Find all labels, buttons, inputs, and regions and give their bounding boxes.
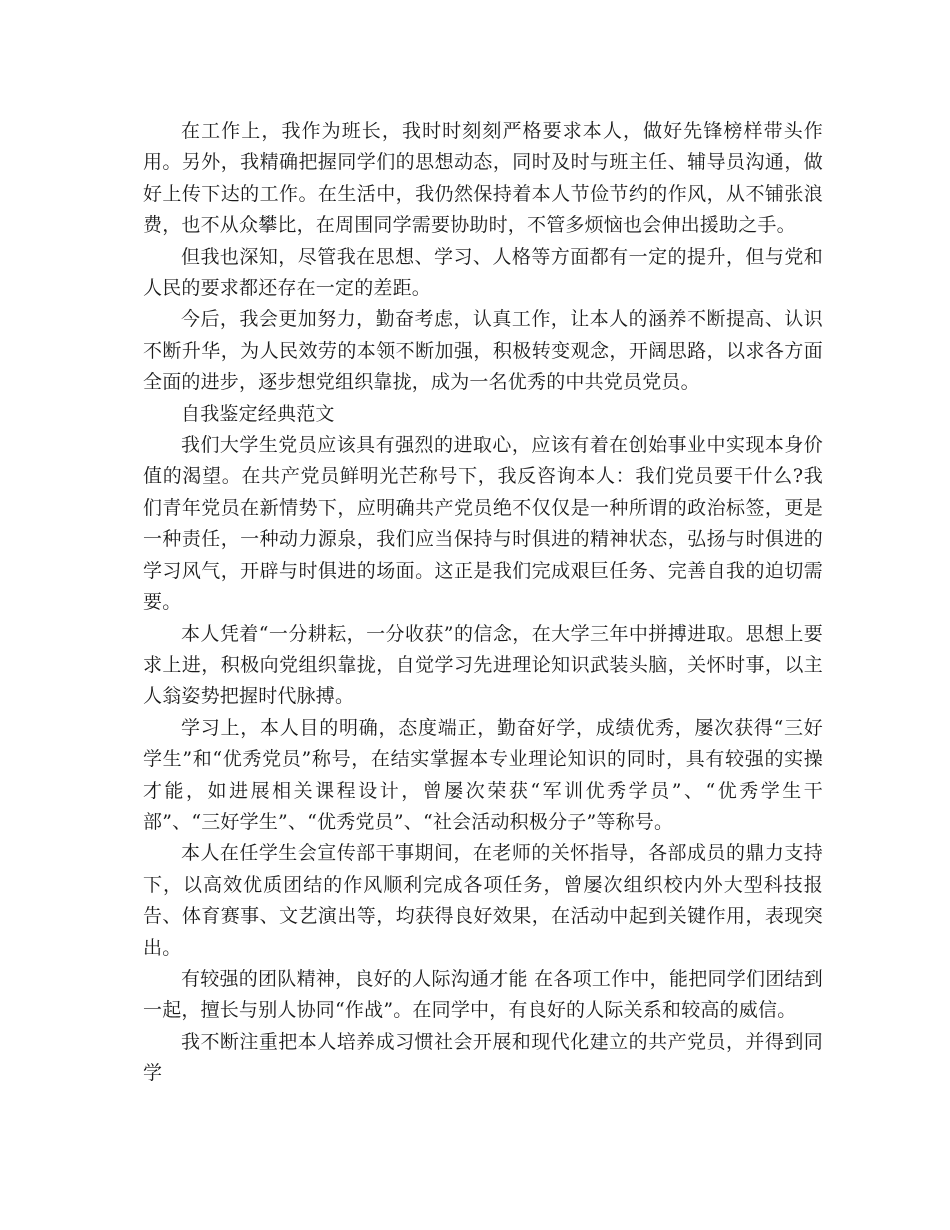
paragraph-teamwork: 有较强的团队精神，良好的人际沟通才能 在各项工作中，能把同学们团结到一起，擅长与别人协同“作战”。在同学中，有良好的人际关系和较高的威信。: [143, 967, 823, 1022]
paragraph-closing: 我不断注重把本人培养成习惯社会开展和现代化建立的共产党员，并得到同学: [143, 1030, 823, 1085]
paragraph-ambition: 我们大学生党员应该具有强烈的进取心，应该有着在创始事业中实现本身价值的渴望。在共产党员鲜明光芒称号下，我反咨询本人：我们党员要干什么?我们青年党员在新情势下，应明确共产党员绝不仅仅是一种所谓的政治标签，更是一种责任，一种动力源泉，我们应当保持与时俱进的精神状态，弘扬与时俱进的学习风气，开辟与时俱进的场面。这正是我们完成艰巨任务、完善自我的迫切需要。: [143, 434, 823, 614]
paragraph-future: 今后，我会更加努力，勤奋考虑，认真工作，让本人的涵养不断提高、认识不断升华，为人民效劳的本领不断加强，积极转变观念，开阔思路，以求各方面全面的进步，逐步想党组织靠拢，成为一名优秀的中共党员党员。: [143, 308, 823, 394]
document-body: [143, 116, 823, 1090]
section-title: 自我鉴定经典范文: [181, 402, 335, 425]
paragraph-belief: 本人凭着“一分耕耘，一分收获”的信念，在大学三年中拼搏进取。思想上要求上进，积极向党组织靠拢，自觉学习先进理论知识武装头脑，关怀时事，以主人翁姿势把握时代脉搏。: [143, 622, 823, 708]
paragraph-study: 学习上，本人目的明确，态度端正，勤奋好学，成绩优秀，屡次获得“三好学生”和“优秀党员”称号，在结实掌握本专业理论知识的同时，具有较强的实操才能，如进展相关课程设计，曾屡次荣获“军训优秀学员”、“优秀学生干部”、“三好学生”、“优秀党员”、“社会活动积极分子”等称号。: [143, 716, 823, 833]
paragraph-gap: 但我也深知，尽管我在思想、学习、人格等方面都有一定的提升，但与党和人民的要求都还存在一定的差距。: [143, 245, 823, 300]
paragraph-student-union: 本人在任学生会宣传部干事期间，在老师的关怀指导，各部成员的鼎力支持下，以高效优质团结的作风顺利完成各项任务，曾屡次组织校内外大型科技报告、体育赛事、文艺演出等，均获得良好效果，在活动中起到关键作用，表现突出。: [143, 842, 823, 959]
paragraph-work-life: 在工作上，我作为班长，我时时刻刻严格要求本人，做好先锋榜样带头作用。另外，我精确把握同学们的思想动态，同时及时与班主任、辅导员沟通，做好上传下达的工作。在生活中，我仍然保持着本人节俭节约的作风，从不铺张浪费，也不从众攀比，在周围同学需要协助时，不管多烦恼也会伸出援助之手。: [143, 120, 823, 237]
